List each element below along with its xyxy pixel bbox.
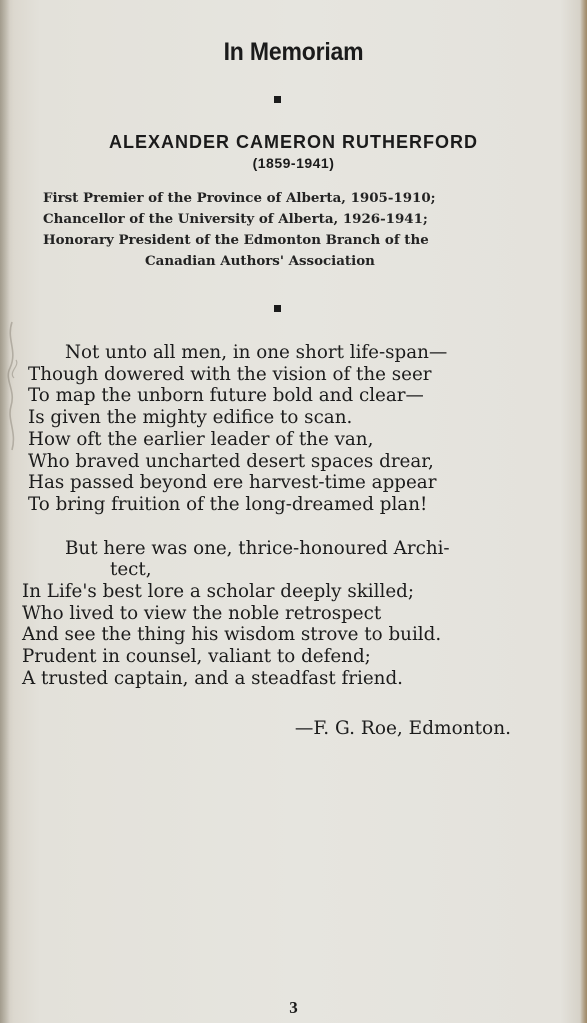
poem-signature: —F. G. Roe, Edmonton. xyxy=(294,718,511,739)
poem-line: A trusted captain, and a steadfast friend. xyxy=(22,667,403,689)
pencil-annotation-mark xyxy=(2,320,24,460)
page-edge xyxy=(580,0,587,1023)
poem xyxy=(22,342,562,690)
page-number: 3 xyxy=(289,998,298,1017)
poem-line: In Life's best lore a scholar deeply skilled; xyxy=(22,581,414,603)
poem-line: To bring fruition of the long-dreamed plan! xyxy=(28,493,428,515)
poem-line: Has passed beyond ere harvest-time appear xyxy=(28,472,437,494)
subject-name: ALEXANDER CAMERON RUTHERFORD xyxy=(109,132,478,152)
poem-stanza xyxy=(22,342,562,516)
poem-line: tect, xyxy=(110,559,152,581)
poem-line: Not unto all men, in one short life-span— xyxy=(65,342,448,363)
subject-dates: (1859-1941) xyxy=(252,155,335,171)
office-line: First Premier of the Province of Alberta, 1905-1910; xyxy=(43,190,436,206)
poem-line: To map the unborn future bold and clear— xyxy=(28,385,424,407)
poem-line: Prudent in counsel, valiant to defend; xyxy=(22,646,371,668)
poem-line: Who lived to view the noble retrospect xyxy=(22,602,382,624)
offices-block xyxy=(43,188,533,272)
ornament-square xyxy=(274,96,281,103)
poem-line: But here was one, thrice-honoured Archi- xyxy=(65,537,450,559)
page-title: In Memoriam xyxy=(223,38,364,66)
office-line: Chancellor of the University of Alberta, 1926-1941; xyxy=(43,211,428,227)
poem-line: Who braved uncharted desert spaces drear, xyxy=(28,450,434,472)
poem-stanza xyxy=(22,538,562,690)
ornament-square xyxy=(274,305,281,312)
poem-line: Though dowered with the vision of the seer xyxy=(28,363,432,385)
poem-line: And see the thing his wisdom strove to build. xyxy=(22,624,442,646)
office-line: Canadian Authors' Association xyxy=(145,253,375,269)
poem-line: Is given the mighty edifice to scan. xyxy=(28,407,353,429)
poem-line: How oft the earlier leader of the van, xyxy=(28,428,374,450)
office-line: Honorary President of the Edmonton Branch of the xyxy=(43,232,429,248)
gutter-shadow xyxy=(0,0,10,1023)
